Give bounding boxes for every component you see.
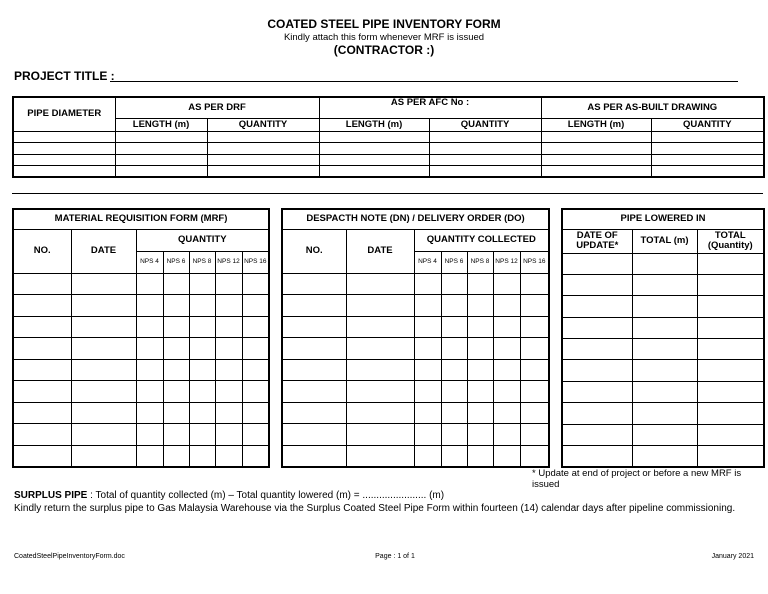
return-instruction: Kindly return the surplus pipe to Gas Malaysia Warehouse via the Surplus Coated Steel Pipe Form within fourteen (14) calendar days after pipeline commissioning. [14, 503, 736, 514]
pipe-lowered-title: PIPE LOWERED IN [562, 209, 764, 229]
cell[interactable] [282, 381, 346, 403]
cell[interactable] [493, 424, 520, 446]
cell[interactable] [414, 359, 441, 381]
cell[interactable] [163, 424, 189, 446]
cell[interactable] [697, 360, 764, 381]
project-title-field[interactable] [110, 81, 738, 82]
cell[interactable] [414, 424, 441, 446]
cell[interactable] [493, 359, 520, 381]
date-of-update-header: DATE OF UPDATE* [562, 229, 632, 253]
cell[interactable] [13, 359, 71, 381]
cell[interactable] [136, 402, 163, 424]
cell[interactable] [189, 273, 215, 295]
cell[interactable] [71, 359, 136, 381]
cell[interactable] [136, 273, 163, 295]
cell[interactable] [319, 131, 429, 142]
nps-header: NPS 6 [163, 251, 189, 273]
cell[interactable] [215, 402, 242, 424]
cell[interactable] [467, 445, 493, 467]
cell[interactable] [71, 295, 136, 317]
cell[interactable] [13, 445, 71, 467]
cell[interactable] [346, 338, 414, 360]
cell[interactable] [163, 445, 189, 467]
footer-page: Page : 1 of 1 [375, 553, 415, 560]
table-row [282, 445, 549, 467]
quantity-header: QUANTITY [429, 119, 541, 132]
cell[interactable] [163, 316, 189, 338]
cell[interactable] [697, 339, 764, 360]
cell[interactable] [189, 424, 215, 446]
table-row [282, 273, 549, 295]
cell[interactable] [467, 273, 493, 295]
cell[interactable] [189, 316, 215, 338]
cell[interactable] [13, 143, 115, 154]
cell[interactable] [163, 273, 189, 295]
cell[interactable] [562, 446, 632, 467]
cell[interactable] [282, 316, 346, 338]
table-row [13, 143, 764, 154]
cell[interactable] [13, 273, 71, 295]
cell[interactable] [493, 381, 520, 403]
cell[interactable] [346, 381, 414, 403]
nps-header: NPS 12 [215, 251, 242, 273]
cell[interactable] [429, 154, 541, 165]
section-divider [12, 193, 763, 194]
cell[interactable] [651, 154, 764, 165]
table-row [562, 446, 764, 467]
cell[interactable] [467, 381, 493, 403]
table-row [13, 424, 269, 446]
length-header: LENGTH (m) [115, 119, 207, 132]
cell[interactable] [520, 316, 549, 338]
cell[interactable] [541, 131, 651, 142]
cell[interactable] [242, 359, 269, 381]
cell[interactable] [632, 424, 697, 445]
project-title-label: PROJECT TITLE : [14, 69, 115, 83]
cell[interactable] [493, 402, 520, 424]
cell[interactable] [632, 360, 697, 381]
cell[interactable] [697, 381, 764, 402]
surplus-pipe-label: SURPLUS PIPE [14, 490, 88, 501]
as-per-drf-header: AS PER DRF [115, 97, 319, 119]
cell[interactable] [136, 295, 163, 317]
contractor-label: (CONTRACTOR :) [333, 43, 435, 57]
table-row [13, 316, 269, 338]
cell[interactable] [441, 316, 467, 338]
cell[interactable] [13, 338, 71, 360]
cell[interactable] [319, 154, 429, 165]
quantity-header: QUANTITY [651, 119, 764, 132]
cell[interactable] [632, 403, 697, 424]
cell[interactable] [71, 402, 136, 424]
cell[interactable] [541, 166, 651, 177]
cell[interactable] [562, 403, 632, 424]
cell[interactable] [697, 424, 764, 445]
cell[interactable] [441, 295, 467, 317]
cell[interactable] [189, 402, 215, 424]
cell[interactable] [562, 317, 632, 338]
cell[interactable] [429, 143, 541, 154]
cell[interactable] [136, 424, 163, 446]
cell[interactable] [429, 131, 541, 142]
cell[interactable] [651, 131, 764, 142]
cell[interactable] [189, 295, 215, 317]
cell[interactable] [115, 154, 207, 165]
cell[interactable] [136, 445, 163, 467]
nps-header: NPS 8 [467, 251, 493, 273]
cell[interactable] [346, 359, 414, 381]
cell[interactable] [520, 295, 549, 317]
table-row [13, 359, 269, 381]
cell[interactable] [319, 143, 429, 154]
cell[interactable] [242, 273, 269, 295]
quantity-collected-header: QUANTITY COLLECTED [414, 229, 549, 251]
cell[interactable] [562, 339, 632, 360]
cell[interactable] [282, 359, 346, 381]
cell[interactable] [282, 338, 346, 360]
cell[interactable] [493, 445, 520, 467]
cell[interactable] [493, 338, 520, 360]
cell[interactable] [493, 316, 520, 338]
cell[interactable] [697, 446, 764, 467]
table-row [562, 317, 764, 338]
cell[interactable] [242, 424, 269, 446]
table-row [282, 359, 549, 381]
table-row [562, 274, 764, 295]
table-row [282, 295, 549, 317]
cell[interactable] [71, 316, 136, 338]
cell[interactable] [136, 316, 163, 338]
cell[interactable] [136, 381, 163, 403]
dn-title: DESPACTH NOTE (DN) / DELIVERY ORDER (DO) [282, 209, 549, 229]
table-row [562, 296, 764, 317]
cell[interactable] [71, 338, 136, 360]
cell[interactable] [632, 446, 697, 467]
cell[interactable] [441, 338, 467, 360]
cell[interactable] [242, 402, 269, 424]
cell[interactable] [562, 381, 632, 402]
cell[interactable] [207, 143, 319, 154]
cell[interactable] [215, 316, 242, 338]
cell[interactable] [632, 317, 697, 338]
cell[interactable] [520, 338, 549, 360]
table-row [562, 253, 764, 274]
cell[interactable] [136, 359, 163, 381]
cell[interactable] [520, 445, 549, 467]
cell[interactable] [189, 359, 215, 381]
cell[interactable] [215, 381, 242, 403]
cell[interactable] [493, 273, 520, 295]
cell[interactable] [632, 381, 697, 402]
table-row [562, 360, 764, 381]
cell[interactable] [115, 143, 207, 154]
cell[interactable] [441, 359, 467, 381]
quantity-header: QUANTITY [207, 119, 319, 132]
pipe-lowered-table [561, 208, 765, 468]
footer-filename: CoatedSteelPipeInventoryForm.doc [14, 553, 125, 560]
cell[interactable] [215, 338, 242, 360]
table-row [562, 424, 764, 445]
length-header: LENGTH (m) [319, 119, 429, 132]
pipe-diameter-table [12, 96, 765, 178]
cell[interactable] [414, 273, 441, 295]
cell[interactable] [467, 316, 493, 338]
cell[interactable] [520, 402, 549, 424]
footer-date: January 2021 [711, 553, 754, 560]
cell[interactable] [414, 381, 441, 403]
cell[interactable] [441, 402, 467, 424]
cell[interactable] [215, 445, 242, 467]
cell[interactable] [13, 402, 71, 424]
table-row [13, 131, 764, 142]
total-quantity-header: TOTAL (Quantity) [697, 229, 764, 253]
nps-header: NPS 16 [520, 251, 549, 273]
cell[interactable] [562, 274, 632, 295]
cell[interactable] [632, 253, 697, 274]
cell[interactable] [562, 296, 632, 317]
total-m-header: TOTAL (m) [632, 229, 697, 253]
cell[interactable] [520, 359, 549, 381]
cell[interactable] [632, 274, 697, 295]
cell[interactable] [13, 154, 115, 165]
update-note: * Update at end of project or before a new MRF is issued [532, 468, 742, 490]
cell[interactable] [441, 381, 467, 403]
cell[interactable] [346, 402, 414, 424]
cell[interactable] [346, 445, 414, 467]
as-per-afc-header: AS PER AFC No : [319, 97, 541, 119]
cell[interactable] [215, 424, 242, 446]
table-row [13, 295, 269, 317]
cell[interactable] [441, 445, 467, 467]
cell[interactable] [520, 424, 549, 446]
cell[interactable] [493, 295, 520, 317]
cell[interactable] [163, 338, 189, 360]
cell[interactable] [562, 360, 632, 381]
cell[interactable] [13, 316, 71, 338]
cell[interactable] [242, 445, 269, 467]
cell[interactable] [71, 381, 136, 403]
surplus-pipe-line [14, 490, 444, 501]
pipe-diameter-header: PIPE DIAMETER [13, 97, 115, 131]
table-row [13, 402, 269, 424]
cell[interactable] [13, 295, 71, 317]
cell[interactable] [467, 402, 493, 424]
cell[interactable] [441, 424, 467, 446]
no-header: NO. [13, 229, 71, 273]
cell[interactable] [520, 273, 549, 295]
length-header: LENGTH (m) [541, 119, 651, 132]
cell[interactable] [467, 338, 493, 360]
table-row [562, 339, 764, 360]
nps-header: NPS 6 [441, 251, 467, 273]
dn-table [281, 208, 550, 468]
quantity-header: QUANTITY [136, 229, 269, 251]
cell[interactable] [13, 424, 71, 446]
cell[interactable] [632, 296, 697, 317]
cell[interactable] [414, 295, 441, 317]
cell[interactable] [13, 131, 115, 142]
cell[interactable] [189, 338, 215, 360]
table-row [282, 424, 549, 446]
form-title: COATED STEEL PIPE INVENTORY FORM [267, 17, 501, 31]
nps-header: NPS 12 [493, 251, 520, 273]
cell[interactable] [207, 154, 319, 165]
cell[interactable] [441, 273, 467, 295]
table-row [13, 273, 269, 295]
cell[interactable] [13, 381, 71, 403]
cell[interactable] [467, 295, 493, 317]
cell[interactable] [541, 143, 651, 154]
cell[interactable] [346, 273, 414, 295]
nps-header: NPS 4 [414, 251, 441, 273]
cell[interactable] [242, 295, 269, 317]
date-header: DATE [71, 229, 136, 273]
cell[interactable] [467, 424, 493, 446]
table-row [282, 402, 549, 424]
cell[interactable] [115, 166, 207, 177]
cell[interactable] [414, 445, 441, 467]
cell[interactable] [346, 316, 414, 338]
cell[interactable] [242, 338, 269, 360]
cell[interactable] [136, 338, 163, 360]
cell[interactable] [697, 296, 764, 317]
nps-header: NPS 4 [136, 251, 163, 273]
table-row [562, 381, 764, 402]
cell[interactable] [520, 381, 549, 403]
cell[interactable] [319, 166, 429, 177]
cell[interactable] [346, 424, 414, 446]
table-row [13, 166, 764, 177]
cell[interactable] [282, 295, 346, 317]
cell[interactable] [467, 359, 493, 381]
cell[interactable] [632, 339, 697, 360]
cell[interactable] [242, 381, 269, 403]
cell[interactable] [697, 403, 764, 424]
surplus-pipe-text: : Total of quantity collected (m) – Total quantity lowered (m) = ....................... (m) [87, 490, 445, 501]
cell[interactable] [163, 402, 189, 424]
table-row [13, 338, 269, 360]
cell[interactable] [346, 295, 414, 317]
cell[interactable] [207, 166, 319, 177]
table-row [13, 154, 764, 165]
cell[interactable] [163, 381, 189, 403]
mrf-table [12, 208, 270, 468]
cell[interactable] [163, 295, 189, 317]
nps-header: NPS 8 [189, 251, 215, 273]
cell[interactable] [71, 445, 136, 467]
cell[interactable] [282, 273, 346, 295]
table-row [282, 381, 549, 403]
cell[interactable] [562, 253, 632, 274]
form-subtitle: Kindly attach this form whenever MRF is issued [283, 32, 485, 43]
cell[interactable] [215, 273, 242, 295]
cell[interactable] [207, 131, 319, 142]
cell[interactable] [697, 253, 764, 274]
cell[interactable] [414, 338, 441, 360]
cell[interactable] [115, 131, 207, 142]
cell[interactable] [71, 424, 136, 446]
cell[interactable] [215, 295, 242, 317]
cell[interactable] [282, 445, 346, 467]
cell[interactable] [215, 359, 242, 381]
table-row [562, 403, 764, 424]
cell[interactable] [562, 424, 632, 445]
cell[interactable] [13, 166, 115, 177]
as-per-asbuilt-header: AS PER AS-BUILT DRAWING [541, 97, 764, 119]
cell[interactable] [282, 424, 346, 446]
nps-header: NPS 16 [242, 251, 269, 273]
cell[interactable] [414, 402, 441, 424]
table-row [13, 381, 269, 403]
cell[interactable] [163, 359, 189, 381]
cell[interactable] [71, 273, 136, 295]
cell[interactable] [429, 166, 541, 177]
cell[interactable] [697, 274, 764, 295]
cell[interactable] [242, 316, 269, 338]
cell[interactable] [282, 402, 346, 424]
no-header: NO. [282, 229, 346, 273]
cell[interactable] [697, 317, 764, 338]
cell[interactable] [189, 381, 215, 403]
cell[interactable] [651, 143, 764, 154]
cell[interactable] [189, 445, 215, 467]
cell[interactable] [651, 166, 764, 177]
cell[interactable] [414, 316, 441, 338]
mrf-title: MATERIAL REQUISITION FORM (MRF) [13, 209, 269, 229]
table-row [13, 445, 269, 467]
cell[interactable] [541, 154, 651, 165]
table-row [282, 316, 549, 338]
table-row [282, 338, 549, 360]
date-header: DATE [346, 229, 414, 273]
